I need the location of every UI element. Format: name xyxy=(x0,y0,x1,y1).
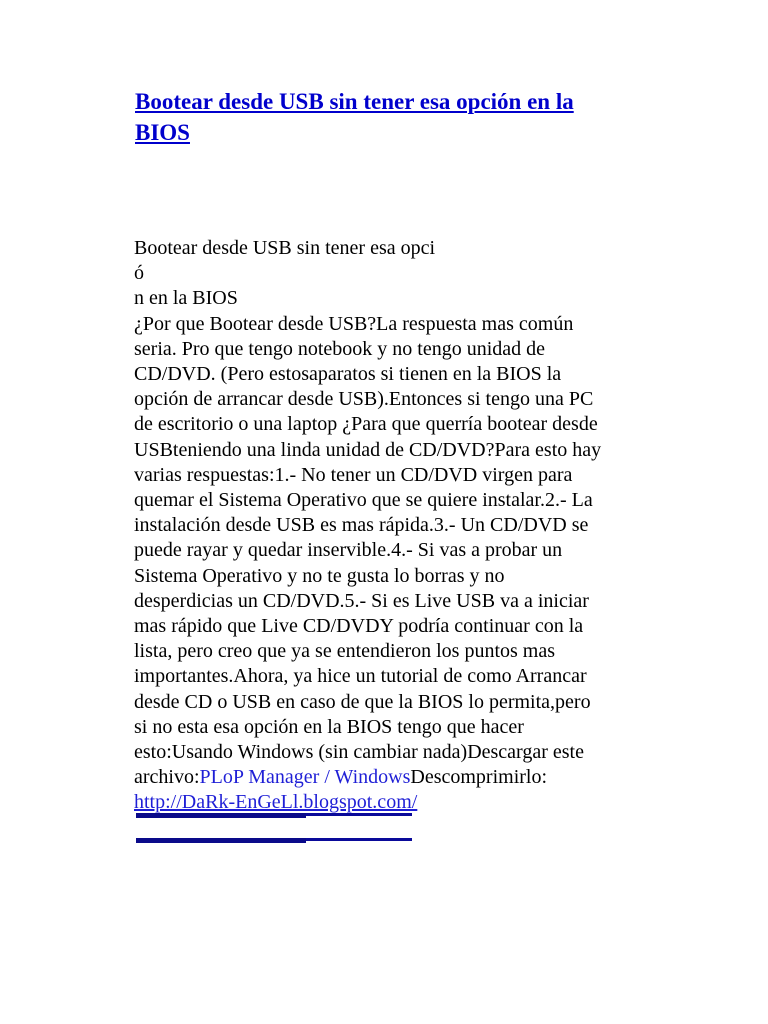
body-line: desperdicias un CD/DVD.5.- Si es Live USB va a iniciar xyxy=(134,589,589,612)
rule-thick-segment xyxy=(136,813,306,818)
horizontal-rule xyxy=(136,813,412,816)
body-line: USBteniendo una linda unidad de CD/DVD?Para esto hay xyxy=(134,438,602,461)
body-line: n en la BIOS xyxy=(134,287,238,310)
body-line: importantes.Ahora, ya hice un tutorial de como Arrancar xyxy=(134,665,587,688)
article-body xyxy=(134,236,644,816)
horizontal-rule xyxy=(136,838,412,841)
body-line: ¿Por que Bootear desde USB?La respuesta mas común xyxy=(134,312,574,335)
download-line xyxy=(134,765,644,790)
body-line: lista, pero creo que ya se entendieron los puntos mas xyxy=(134,640,555,663)
body-line: si no esta esa opción en la BIOS tengo que hacer xyxy=(134,715,524,738)
plop-manager-link[interactable]: PLoP Manager / Windows xyxy=(199,766,411,789)
blog-link[interactable]: http://DaRk-EnGeLl.blogspot.com/ xyxy=(134,791,418,814)
body-line: desde CD o USB en caso de que la BIOS lo permita,pero xyxy=(134,690,591,713)
body-line: quemar el Sistema Operativo que se quiere instalar.2.- La xyxy=(134,489,593,512)
download-suffix: Descomprimirlo: xyxy=(410,766,548,789)
body-line: CD/DVD. (Pero estosaparatos si tienen en la BIOS la xyxy=(134,363,562,386)
body-line: ó xyxy=(134,262,144,285)
body-line: esto:Usando Windows (sin cambiar nada)Descargar este xyxy=(134,741,584,764)
body-line: instalación desde USB es mas rápida.3.- Un CD/DVD se xyxy=(134,514,589,537)
body-line: de escritorio o una laptop ¿Para que querría bootear desde xyxy=(134,413,598,436)
body-line: Sistema Operativo y no te gusta lo borras y no xyxy=(134,564,505,587)
body-line: seria. Pro que tengo notebook y no tengo unidad de xyxy=(134,337,546,360)
body-line: varias respuestas:1.- No tener un CD/DVD virgen para xyxy=(134,463,573,486)
body-line: Bootear desde USB sin tener esa opci xyxy=(134,237,436,259)
body-line: opción de arrancar desde USB).Entonces si tengo una PC xyxy=(134,388,594,411)
download-prefix: archivo: xyxy=(134,766,200,789)
body-line: mas rápido que Live CD/DVDY podría continuar con la xyxy=(134,615,584,638)
body-line: puede rayar y quedar inservible.4.- Si vas a probar un xyxy=(134,539,563,562)
rule-thick-segment xyxy=(136,838,306,843)
blog-link-line xyxy=(134,790,644,815)
article-title-link[interactable]: Bootear desde USB sin tener esa opción en la BIOS xyxy=(135,89,574,145)
